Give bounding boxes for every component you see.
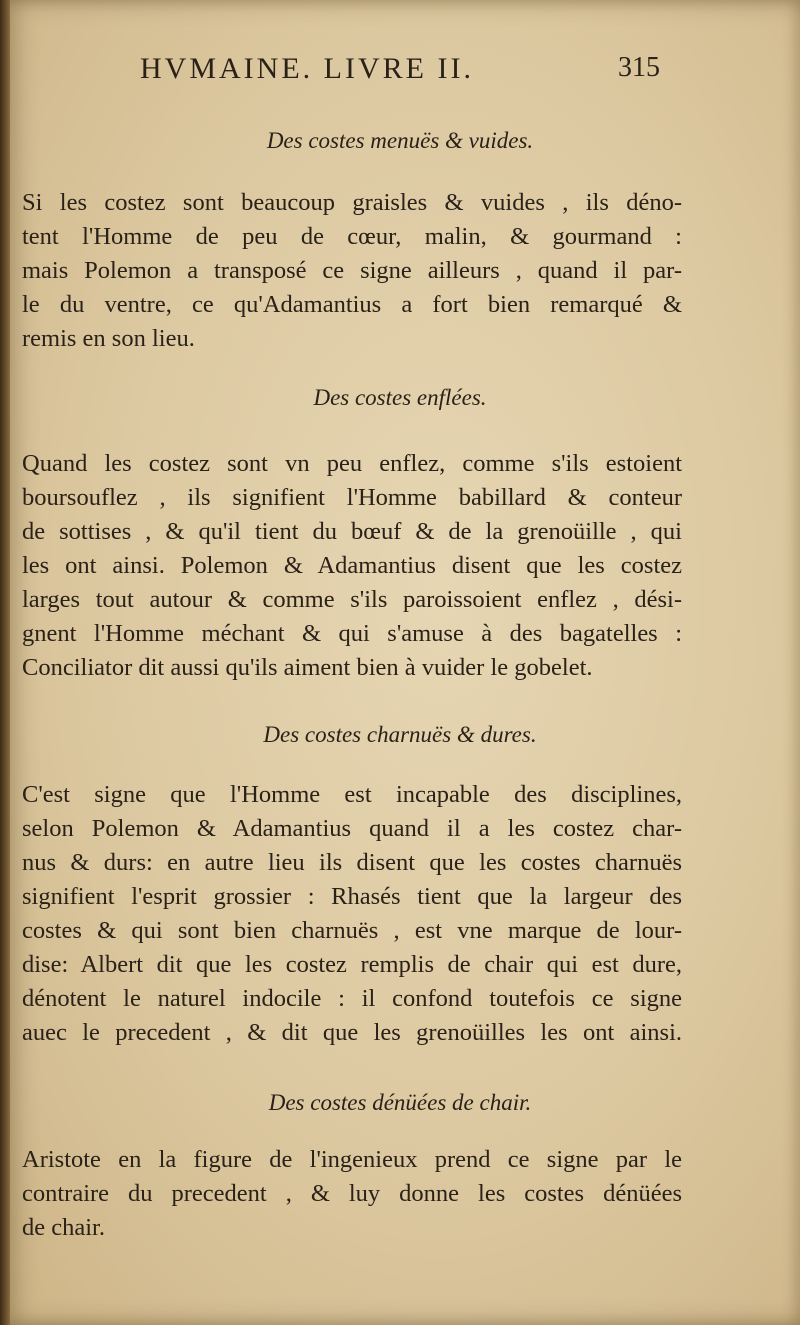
section-paragraph: [22, 447, 682, 685]
text-line: selon Polemon & Adamantius quand il a les costez char-: [22, 815, 682, 842]
section-heading: Des costes dénüées de chair.: [268, 1090, 532, 1115]
text-line: larges tout autour & comme s'ils paroissoient enflez , dési-: [22, 586, 682, 613]
section-heading: Des costes menuës & vuides.: [266, 128, 534, 153]
text-line: remis en son lieu.: [22, 325, 195, 352]
text-line: de sottises , & qu'il tient du bœuf & de la grenoüille , qui: [22, 518, 682, 545]
text-line: auec le precedent , & dit que les grenoüilles les ont ainsi.: [22, 1019, 682, 1046]
page-gutter-shadow: [0, 0, 10, 1325]
section-heading: Des costes enflées.: [313, 385, 487, 410]
text-line: de chair.: [22, 1214, 105, 1241]
running-head: HVMAINE. LIVRE II.: [140, 52, 474, 85]
text-line: boursouflez , ils signifient l'Homme babillard & conteur: [22, 484, 682, 511]
section-paragraph: [22, 186, 682, 356]
text-line: Conciliator dit aussi qu'ils aiment bien à vuider le gobelet.: [22, 654, 593, 681]
text-line: nus & durs: en autre lieu ils disent que les costes charnuës: [22, 849, 682, 876]
text-line: gnent l'Homme méchant & qui s'amuse à des bagatelles :: [22, 620, 682, 647]
section-heading: Des costes charnuës & dures.: [263, 722, 537, 747]
text-line: Quand les costez sont vn peu enflez, comme s'ils estoient: [22, 450, 682, 477]
text-line: costes & qui sont bien charnuës , est vne marque de lour-: [22, 917, 682, 944]
text-line: mais Polemon a transposé ce signe ailleurs , quand il par-: [22, 257, 682, 284]
text-line: dénotent le naturel indocile : il confond toutefois ce signe: [22, 985, 682, 1012]
text-line: C'est signe que l'Homme est incapable des disciplines,: [22, 781, 682, 808]
section-paragraph: [22, 1143, 682, 1245]
text-line: contraire du precedent , & luy donne les costes dénüées: [22, 1180, 682, 1207]
text-line: les ont ainsi. Polemon & Adamantius disent que les costez: [22, 552, 682, 579]
page-number: 315: [618, 52, 660, 83]
section-paragraph: [22, 778, 682, 1050]
text-line: Si les costez sont beaucoup graisles & vuides , ils déno-: [22, 189, 682, 216]
text-line: Aristote en la figure de l'ingenieux prend ce signe par le: [22, 1146, 682, 1173]
text-line: signifient l'esprit grossier : Rhasés tient que la largeur des: [22, 883, 682, 910]
text-line: dise: Albert dit que les costez remplis de chair qui est dure,: [22, 951, 682, 978]
text-line: le du ventre, ce qu'Adamantius a fort bien remarqué &: [22, 291, 682, 318]
text-line: tent l'Homme de peu de cœur, malin, & gourmand :: [22, 223, 682, 250]
